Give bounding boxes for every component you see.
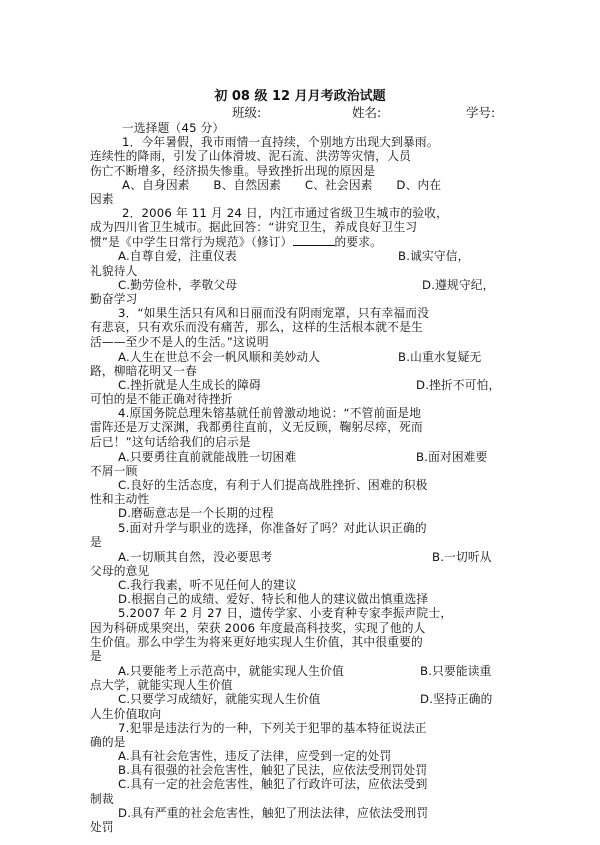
option-d: D.具有严重的社会危害性，触犯了刑法法律，应依法受刑罚	[118, 805, 429, 820]
option-text: 制裁	[90, 791, 114, 806]
option-line: A、自身因素 B、自然因素 C、社会因素 D、内在	[122, 177, 442, 192]
question-text: 后已！”这句话给我们的启示是	[90, 434, 251, 449]
question-3: 3．“如果生活只有风和日丽而没有阴雨宠罩，只有幸福而没	[118, 306, 430, 321]
option-a: A.只要勇往直前就能战胜一切困难	[118, 449, 297, 464]
option-text: 礼貌待人	[90, 263, 138, 278]
option-a: A.自尊自爱，注重仪表	[118, 249, 237, 264]
question-text: 是	[90, 534, 102, 549]
option-b: B.山重水复疑无	[398, 349, 482, 364]
question-text: 成为四川省卫生城市。据此回答：“讲究卫生，养成良好卫生习	[90, 220, 418, 235]
option-c: C.良好的生活态度，有利于人们提高战胜挫折、困难的积极	[118, 478, 428, 493]
option-b: B.只要能读重	[420, 664, 492, 679]
question-6: 5.2007 年 2 月 27 日，遗传学家、小麦育种专家李振声院士，	[118, 606, 453, 621]
class-label: 班级:	[232, 105, 262, 120]
option-text: 路，柳暗花明又一春	[90, 363, 197, 378]
section-heading: 一选择题（45 分）	[122, 121, 225, 135]
option-a: A.人生在世总不会一帆风顺和美妙动人	[118, 349, 321, 364]
option-line: 因素	[90, 191, 114, 206]
question-text: 雷阵还是万丈深渊，我都勇往直前，义无反顾，鞠躬尽瘁，死而	[90, 420, 423, 435]
option-d: D.磨砺意志是一个长期的过程	[118, 506, 274, 521]
option-a: A.只要能考上示范高中，就能实现人生价值	[118, 664, 344, 679]
option-b: B.面对困难要	[416, 449, 488, 464]
option-c: C.只要学习成绩好，就能实现人生价值	[118, 692, 321, 707]
option-text: 人生价值取向	[90, 706, 162, 721]
option-d: D.遵规守纪，	[422, 277, 495, 292]
question-text: 活——至少不是人的生活。”这说明	[90, 334, 269, 349]
name-label: 姓名:	[352, 105, 382, 120]
answer-blank	[293, 234, 335, 246]
question-7: 7.犯罪是违法行为的一种，下列关于犯罪的基本特征说法正	[118, 720, 427, 735]
exam-title: 初 08 级 12 月月考政治试题	[214, 89, 386, 104]
option-text: 可怕的是不能正确对待挫折	[90, 392, 233, 407]
option-b: B.诚实守信，	[398, 249, 470, 264]
option-c: C.具有一定的社会危害性，触犯了行政许可法，应依法受到	[118, 777, 428, 792]
option-a: A.一切顺其自然，没必要思考	[118, 549, 273, 564]
option-d: D.挫折不可怕，	[416, 377, 501, 392]
question-5: 5.面对升学与职业的选择，你准备好了吗？对此认识正确的	[118, 520, 427, 535]
question-text: 生价值。那么中学生为将来更好地实现人生价值，其中很重要的	[90, 634, 423, 649]
option-text: 性和主动性	[90, 492, 150, 507]
option-b: B.具有很强的社会危害性，触犯了民法，应依法受刑罚处罚	[118, 763, 428, 778]
option-c: C.我行我素，听不见任何人的建议	[118, 578, 297, 593]
question-text: 确的是	[90, 734, 126, 749]
question-text	[90, 234, 520, 250]
question-text: 连续性的降雨，引发了山体滑坡、泥石流、洪涝等灾情，人员	[90, 149, 411, 164]
question-text-part: 的要求。	[334, 235, 383, 250]
option-a: A.具有社会危害性，违反了法律，应受到一定的处罚	[118, 749, 392, 764]
id-label: 学号:	[466, 105, 496, 120]
question-text-part: 惯”是《中学生日常行为规范》（修订）	[90, 235, 293, 250]
option-c: C.勤劳俭朴，孝敬父母	[118, 277, 238, 292]
option-text: 不屑一顾	[90, 463, 138, 478]
question-1: 1．今年暑假，我市雨情一直持续，个别地方出现大到暴雨。	[122, 135, 439, 150]
question-2: 2．2006 年 11 月 24 日，内江市通过省级卫生城市的验收，	[122, 206, 449, 221]
option-d: D.坚持正确的	[420, 692, 493, 707]
question-text: 因为科研成果突出，荣获 2006 年度最高科技奖，实现了他的人	[90, 620, 426, 635]
option-text: 父母的意见	[90, 563, 150, 578]
question-text: 伤亡不断增多，经济损失惨重。导致挫折出现的原因是	[90, 163, 376, 178]
option-text: 勤奋学习	[90, 291, 138, 306]
option-text: 点大学，就能实现人生价值	[90, 678, 233, 693]
option-c: C.挫折就是人生成长的障碍	[118, 377, 262, 392]
option-b: B.一切听从	[432, 549, 492, 564]
question-text: 有悲哀，只有欢乐而没有痛苦，那么，这样的生活根本就不是生	[90, 320, 423, 335]
question-text: 是	[90, 649, 102, 663]
option-text: 处罚	[90, 820, 114, 834]
question-4: 4.原国务院总理朱镕基就任前曾激动地说：“不管前面是地	[118, 406, 422, 421]
option-d: D.根据自己的成绩、爱好、特长和他人的建议做出慎重选择	[118, 592, 429, 607]
